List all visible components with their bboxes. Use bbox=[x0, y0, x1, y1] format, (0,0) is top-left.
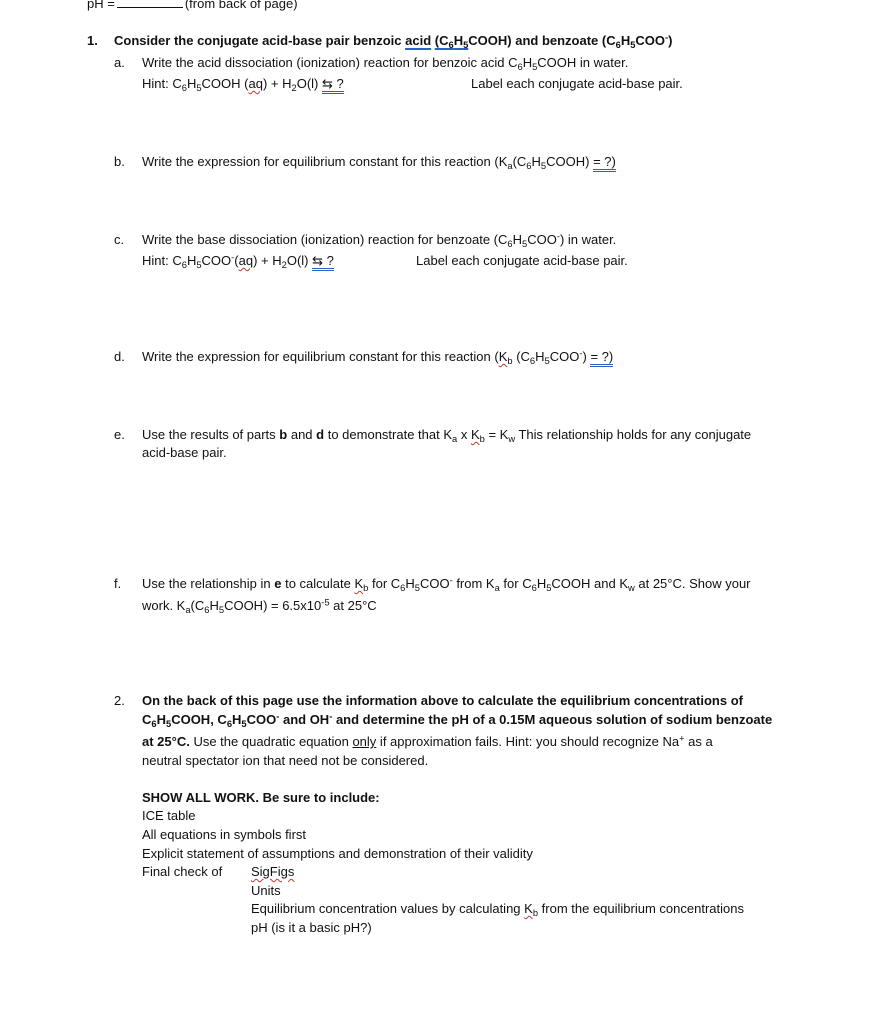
part-e-text: Use the results of parts b and d to demonstrate that $K_a$ x $K_b = K_w$ This relationship holds for any conjugate bbox=[142, 427, 752, 444]
part-a-label: a. bbox=[114, 55, 125, 70]
q1-intro: Consider the conjugate acid-base pair benzoic acid $(C_6H_5COOH)$ and benzoate $(C_6H_5COO^-)$ bbox=[114, 32, 673, 50]
part-a-text: Write the acid dissociation (ionization) reaction for benzoic acid $C_6H_5COOH$ in water. bbox=[142, 55, 629, 72]
ph-answer-line bbox=[87, 0, 298, 11]
from-back-note: (from back of page) bbox=[184, 0, 298, 11]
part-a-hint: Hint: $C_6H_5COOH$ $(aq) + H_2O(l)$ ⇆ ? bbox=[142, 76, 344, 93]
checklist-units: Units bbox=[251, 883, 281, 898]
checklist-equations: All equations in symbols first bbox=[142, 827, 307, 842]
equilibrium-arrow: ⇆ ? bbox=[322, 76, 344, 94]
checklist-eq-conc: Equilibrium concentration values by calculating $K_b$ from the equilibrium concentrations bbox=[251, 901, 744, 918]
checklist-sigfigs: SigFigs bbox=[251, 864, 295, 879]
ph-blank bbox=[117, 0, 183, 8]
q1-number: 1. bbox=[87, 33, 98, 48]
checklist-assumptions: Explicit statement of assumptions and demonstration of their validity bbox=[142, 846, 533, 861]
part-a-label-pairs: Label each conjugate acid-base pair. bbox=[471, 76, 683, 91]
part-c-hint: Hint: $C_6H_5COO^-(aq) + H_2O(l)$ ⇆ ? bbox=[142, 252, 334, 270]
q2-number: 2. bbox=[114, 693, 125, 708]
q2-line2: $C_6H_5COOH$, $C_6H_5COO^-$ and OH- and determine the pH of a 0.15M aqueous solution of sodium benzoate bbox=[142, 711, 773, 729]
ph-label: pH = bbox=[87, 0, 115, 11]
part-e-label: e. bbox=[114, 427, 125, 442]
q2-line4: neutral spectator ion that need not be considered. bbox=[142, 753, 429, 768]
part-c-label: c. bbox=[114, 232, 125, 247]
checklist-ice: ICE table bbox=[142, 808, 196, 823]
checklist-final-check: Final check of bbox=[142, 864, 223, 879]
part-f-label: f. bbox=[114, 576, 122, 591]
q2-line1: On the back of this page use the information above to calculate the equilibrium concentrations of bbox=[142, 693, 743, 708]
part-d-label: d. bbox=[114, 349, 125, 364]
part-f-text: Use the relationship in e to calculate $K_b$ for $C_6H_5COO^-$ from $K_a$ for $C_6H_5COOH$ and $K_w$ at 25°C. Show your bbox=[142, 575, 751, 593]
acid-word: acid bbox=[405, 33, 432, 48]
part-c-text: Write the base dissociation (ionization) reaction for benzoate $(C_6H_5COO^-)$ in water. bbox=[142, 231, 617, 249]
part-d-text: Write the expression for equilibrium constant for this reaction ($K_b$ $(C_6H_5COO^-)$ = ?) bbox=[142, 348, 614, 366]
part-e-line2: acid-base pair. bbox=[142, 445, 227, 460]
show-work-title: SHOW ALL WORK. Be sure to include: bbox=[142, 790, 380, 805]
checklist-ph: pH (is it a basic pH?) bbox=[251, 920, 372, 935]
part-f-line2: work. $K_a(C_6H_5COOH) = 6.5x10^{-5}$ at 25°C bbox=[142, 597, 377, 615]
part-b-label: b. bbox=[114, 154, 125, 169]
part-c-label-pairs: Label each conjugate acid-base pair. bbox=[416, 253, 628, 268]
q2-line3: at 25°C. Use the quadratic equation only if approximation fails. Hint: you should recognize Na+ as a bbox=[142, 733, 713, 749]
part-b-text: Write the expression for equilibrium constant for this reaction ($K_a(C_6H_5COOH)$ = ?) bbox=[142, 154, 616, 171]
